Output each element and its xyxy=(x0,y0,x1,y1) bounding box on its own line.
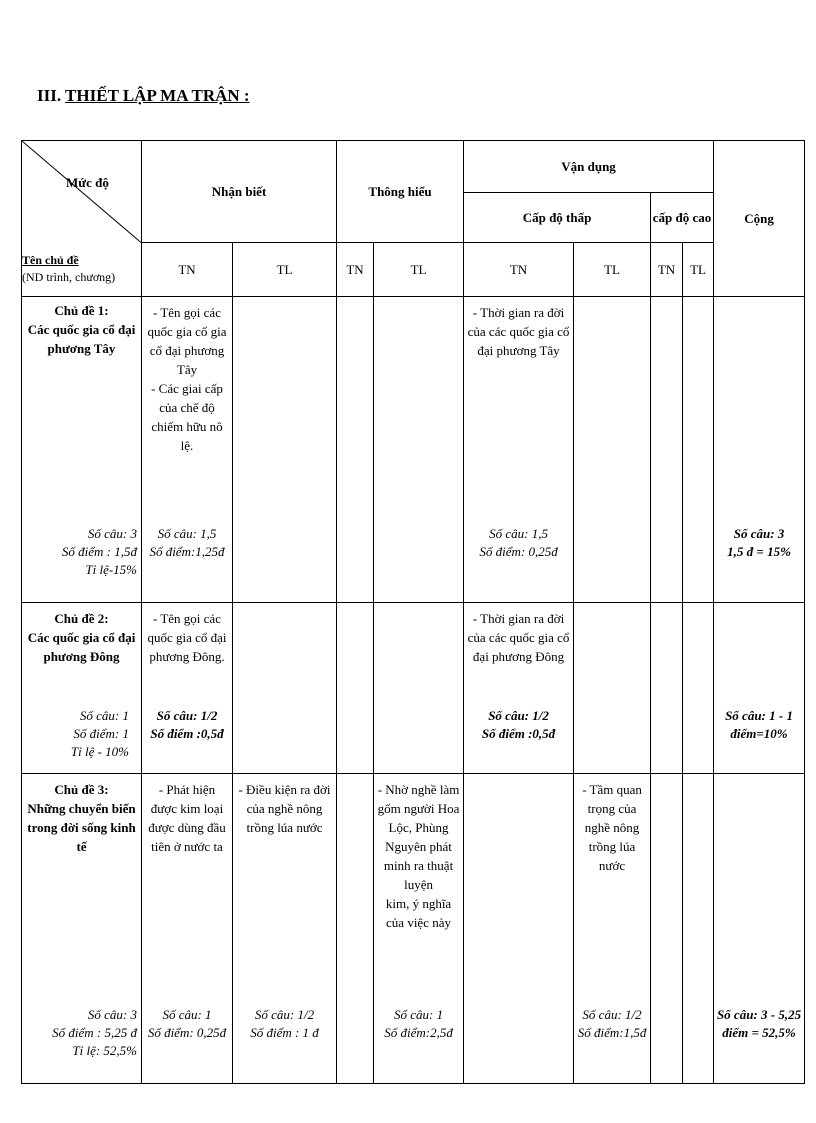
page-title: III. THIẾT LẬP MA TRẬN : xyxy=(37,86,250,105)
table-row xyxy=(22,297,805,603)
vd-low-tn-header: TN xyxy=(464,243,574,297)
vd-tn-stats: Số câu: 1/2 Số điểm :0,5đ xyxy=(481,708,556,741)
nb-tn-stats: Số câu: 1/2 Số điểm :0,5đ xyxy=(150,708,224,741)
th-tn-header: TN xyxy=(337,243,374,297)
col-nhan-biet: Nhận biết xyxy=(142,141,337,243)
vd-tl-cell xyxy=(574,297,651,603)
th-tn-cell xyxy=(337,297,374,603)
col-thong-hieu: Thông hiểu xyxy=(337,141,464,243)
vd-tl-stats: Số câu: 1/2 Số điểm:1,5đ xyxy=(577,1007,647,1040)
cong-cell xyxy=(714,774,805,1084)
matrix-table xyxy=(21,140,805,1084)
th-tl-cell: - Nhờ nghề làm gốm người Hoa Lộc, Phùng Nguyên phát minh ra thuật luyện kim, ý nghĩa của việc này Số câu: 1 Số điểm:2,5đ xyxy=(374,774,464,1084)
topic-cell: Chủ đề 2: Các quốc gia cổ đại phương Đông Số câu: 1 Số điểm: 1 Tỉ lệ - 10% xyxy=(22,603,142,774)
col-cong: Cộng xyxy=(714,141,805,297)
vd-high-tl-cell xyxy=(683,603,714,774)
topic-stats: Số câu: 3 Số điểm : 1,5đ Tỉ lệ-15% xyxy=(61,526,137,577)
nb-tl-stats: Số câu: 1/2 Số điểm : 1 đ xyxy=(250,1007,319,1040)
topic-stats: Số câu: 1 Số điểm: 1 Tỉ lệ - 10% xyxy=(70,708,129,759)
vd-tl-cell xyxy=(574,603,651,774)
topic-stats: Số câu: 3 Số điểm : 5,25 đ Tỉ lệ: 52,5% xyxy=(52,1007,137,1058)
col-van-dung: Vận dụng xyxy=(464,141,714,193)
th-tl-stats: Số câu: 1 Số điểm:2,5đ xyxy=(384,1007,453,1040)
vd-tn-cell: - Thời gian ra đời của các quốc gia cổ đại phương Đông Số câu: 1/2 Số điểm :0,5đ xyxy=(464,603,574,774)
cong-stats: Số câu: 3 - 5,25 điểm = 52,5% xyxy=(716,1007,802,1040)
nb-tl-cell xyxy=(233,297,337,603)
vd-high-tl-cell xyxy=(683,297,714,603)
nb-tn-stats: Số câu: 1,5 Số điểm:1,25đ xyxy=(149,526,225,559)
nb-tn-stats: Số câu: 1 Số điểm: 0,25đ xyxy=(147,1007,227,1040)
vd-tl-cell: - Tầm quan trọng của nghề nông trồng lúa nước Số câu: 1/2 Số điểm:1,5đ xyxy=(574,774,651,1084)
th-tn-cell xyxy=(337,603,374,774)
th-tn-cell xyxy=(337,774,374,1084)
topic-cell: Chủ đề 3: Những chuyển biến trong đời sống kinh tế Số câu: 3 Số điểm : 5,25 đ Tỉ lệ: 52,5% xyxy=(22,774,142,1084)
nb-tl-cell xyxy=(233,603,337,774)
vd-high-tl-header: TL xyxy=(683,243,714,297)
vd-high-tl-cell xyxy=(683,774,714,1084)
cong-stats: Số câu: 3 1,5 đ = 15% xyxy=(727,526,791,559)
vd-tn-cell xyxy=(464,774,574,1084)
col-cap-do-cao: cấp độ cao xyxy=(651,193,714,243)
cong-cell xyxy=(714,297,805,603)
vd-low-tl-header: TL xyxy=(574,243,651,297)
vd-high-tn-header: TN xyxy=(651,243,683,297)
th-tl-cell xyxy=(374,603,464,774)
vd-tn-stats: Số câu: 1,5 Số điểm: 0,25đ xyxy=(479,526,558,559)
cong-stats: Số câu: 1 - 1 điểm=10% xyxy=(725,708,793,741)
th-tl-cell xyxy=(374,297,464,603)
nb-tn-header: TN xyxy=(142,243,233,297)
vd-high-tn-cell xyxy=(651,603,683,774)
vd-high-tn-cell xyxy=(651,774,683,1084)
nb-tn-cell: - Tên gọi các quốc gia cổ đại phương Đông. Số câu: 1/2 Số điểm :0,5đ xyxy=(142,603,233,774)
topic-header: Tên chủ đề (ND trình, chương) xyxy=(22,243,142,297)
level-label: Mức độ xyxy=(66,175,109,190)
table-row xyxy=(22,774,805,1084)
nb-tn-cell: - Phát hiện được kim loại được dùng đầu tiên ở nước ta Số câu: 1 Số điểm: 0,25đ xyxy=(142,774,233,1084)
vd-tn-cell: - Thời gian ra đời của các quốc gia cổ đại phương Tây Số câu: 1,5 Số điểm: 0,25đ xyxy=(464,297,574,603)
corner-header xyxy=(22,141,142,243)
col-cap-do-thap: Cấp độ thấp xyxy=(464,193,651,243)
vd-high-tn-cell xyxy=(651,297,683,603)
table-row xyxy=(22,603,805,774)
nb-tn-cell: - Tên gọi các quốc gia cổ gia cổ đại phương Tây - Các giai cấp của chế độ chiếm hữu nô lệ. Số câu: 1,5 Số điểm:1,25đ xyxy=(142,297,233,603)
cong-cell xyxy=(714,603,805,774)
nb-tl-cell: - Điều kiện ra đời của nghề nông trồng lúa nước Số câu: 1/2 Số điểm : 1 đ xyxy=(233,774,337,1084)
topic-cell: Chủ đề 1: Các quốc gia cổ đại phương Tây Số câu: 3 Số điểm : 1,5đ Tỉ lệ-15% xyxy=(22,297,142,603)
th-tl-header: TL xyxy=(374,243,464,297)
nb-tl-header: TL xyxy=(233,243,337,297)
